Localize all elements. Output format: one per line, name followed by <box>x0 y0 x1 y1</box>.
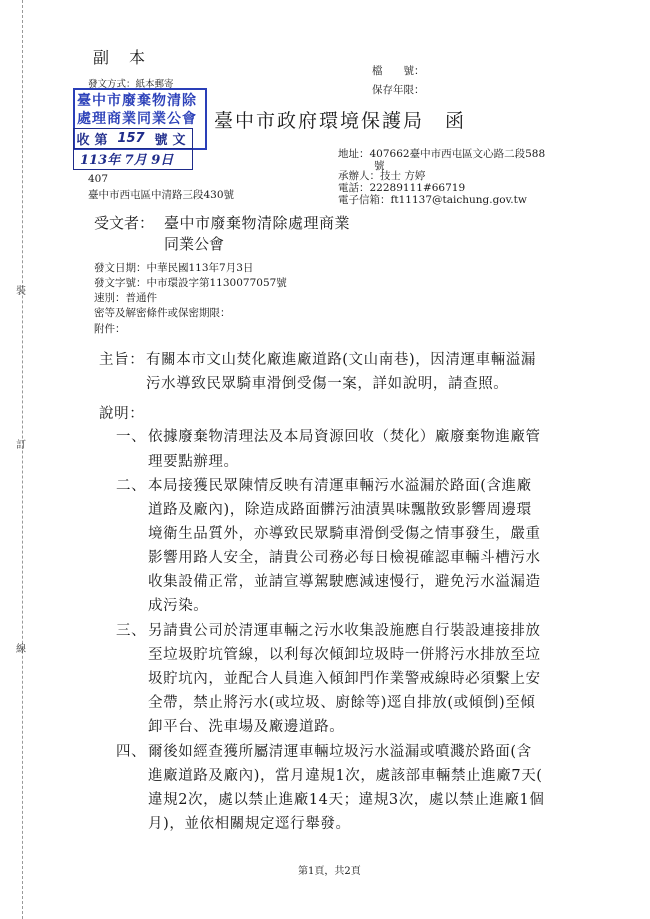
sender-email: 電子信箱：ft11137@taichung.gov.tw <box>338 194 527 206</box>
retention-label: 保存年限： <box>372 84 425 96</box>
item-3-number: 三、 <box>116 623 147 639</box>
item-2-line: 成污染。 <box>148 598 209 614</box>
item-2-number: 二、 <box>116 478 147 494</box>
item-3-line: 至垃圾貯坑管線，以利每次傾卸垃圾時一併將污水排放至垃 <box>148 647 541 663</box>
recv-char-wen: 文 <box>172 133 186 148</box>
item-4-line: 爾後如經查獲所屬清運車輛垃圾污水溢漏或噴濺於路面(含 <box>148 744 532 760</box>
recv-char-shou: 收 <box>76 133 90 148</box>
sender-handler: 承辦人：技士 方婷 <box>338 170 426 182</box>
sender-address: 地址：407662臺中市西屯區文心路二段588 <box>338 148 546 160</box>
binding-line <box>22 0 33 919</box>
recipient-address: 臺中市西屯區中清路三段430號 <box>88 189 235 201</box>
recv-char-di: 第 <box>94 133 108 148</box>
recipient-postal: 407 <box>88 173 109 185</box>
item-1-line: 依據廢棄物清理法及本局資源回收（焚化）廠廢棄物進廠管 <box>148 429 541 445</box>
item-2-line: 收集設備正常，並請宣導駕駛應減速慢行，避免污水溢漏造 <box>148 574 541 590</box>
item-3-line: 全帶，禁止將污水(或垃圾、廚餘等)逕自排放(或傾倒)至傾 <box>148 695 536 711</box>
copy-label: 副 本 <box>93 48 148 67</box>
org-title: 臺中市政府環境保護局 函 <box>214 110 467 132</box>
issue-date: 發文日期：中華民國113年7月3日 <box>94 262 254 274</box>
subject-line-1: 有關本市文山焚化廠進廠道路(文山南巷)，因清運車輛溢漏 <box>146 352 537 368</box>
addressee-label: 受文者： <box>94 214 155 232</box>
item-4-line: 違規2次，處以禁止進廠14天；違規3次，處以禁止進廠1個 <box>148 792 545 808</box>
subject-line-2: 污水導致民眾騎車滑倒受傷一案，詳如說明，請查照。 <box>146 376 509 392</box>
item-3-line: 另請貴公司於清運車輛之污水收集設施應自行裝設連接排放 <box>148 623 541 639</box>
item-4-line: 月)，並依相關規定逕行舉發。 <box>148 816 351 832</box>
send-method: 發文方式：紙本郵寄 <box>88 79 174 90</box>
page-footer: 第1頁，共2頁 <box>298 866 361 877</box>
sender-address-cont: 號 <box>374 160 385 172</box>
explanation-label: 說明： <box>99 406 145 422</box>
received-stamp <box>73 128 193 170</box>
item-1-number: 一、 <box>116 429 147 445</box>
sender-phone: 電話：22289111#66719 <box>338 182 466 194</box>
addressee-name-line2: 同業公會 <box>164 235 225 253</box>
subject-label: 主旨： <box>99 352 145 368</box>
item-4-line: 進廠道路及廠內)，當月違規1次，處該部車輛禁止進廠7天( <box>148 768 543 784</box>
doc-number: 發文字號：中市環設字第1130077057號 <box>94 277 287 289</box>
received-stamp-number-row <box>74 129 192 149</box>
file-number-label: 檔 號： <box>372 65 425 77</box>
item-2-line: 本局接獲民眾陳情反映有清運車輛污水溢漏於路面(含進廠 <box>148 478 532 494</box>
recv-number: 157 <box>117 131 145 146</box>
item-3-line: 圾貯坑內，並配合人員進入傾卸門作業警戒線時必須繫上安 <box>148 671 541 687</box>
item-2-line: 影響用路人安全，請貴公司務必每日檢視確認車輛斗槽污水 <box>148 550 541 566</box>
item-3-line: 卸平台、洗車場及廠邊道路。 <box>148 719 345 735</box>
binding-char-ding: 訂 <box>16 440 26 451</box>
recv-char-hao: 號 <box>154 133 168 148</box>
item-1-line: 理要點辦理。 <box>148 454 239 470</box>
addressee-name-line1: 臺中市廢棄物清除處理商業 <box>164 214 351 232</box>
attachment-label: 附件： <box>94 323 126 335</box>
security-level: 密等及解密條件或保密期限： <box>94 307 231 319</box>
item-4-number: 四、 <box>116 744 147 760</box>
stamp-line-2: 處理商業同業公會 <box>77 111 197 127</box>
recv-date: 113年 7月 9日 <box>80 153 174 168</box>
item-2-line: 境衛生品質外，亦導致民眾騎車滑倒受傷之情事發生，嚴重 <box>148 526 541 542</box>
binding-char-zhuang: 裝 <box>16 286 26 297</box>
stamp-line-1: 臺中市廢棄物清除 <box>77 93 197 109</box>
binding-char-xian: 線 <box>16 644 26 655</box>
item-2-line: 道路及廠內)，除造成路面髒污油漬異味飄散致影響周邊環 <box>148 502 532 518</box>
speed-level: 速別：普通件 <box>94 292 157 304</box>
